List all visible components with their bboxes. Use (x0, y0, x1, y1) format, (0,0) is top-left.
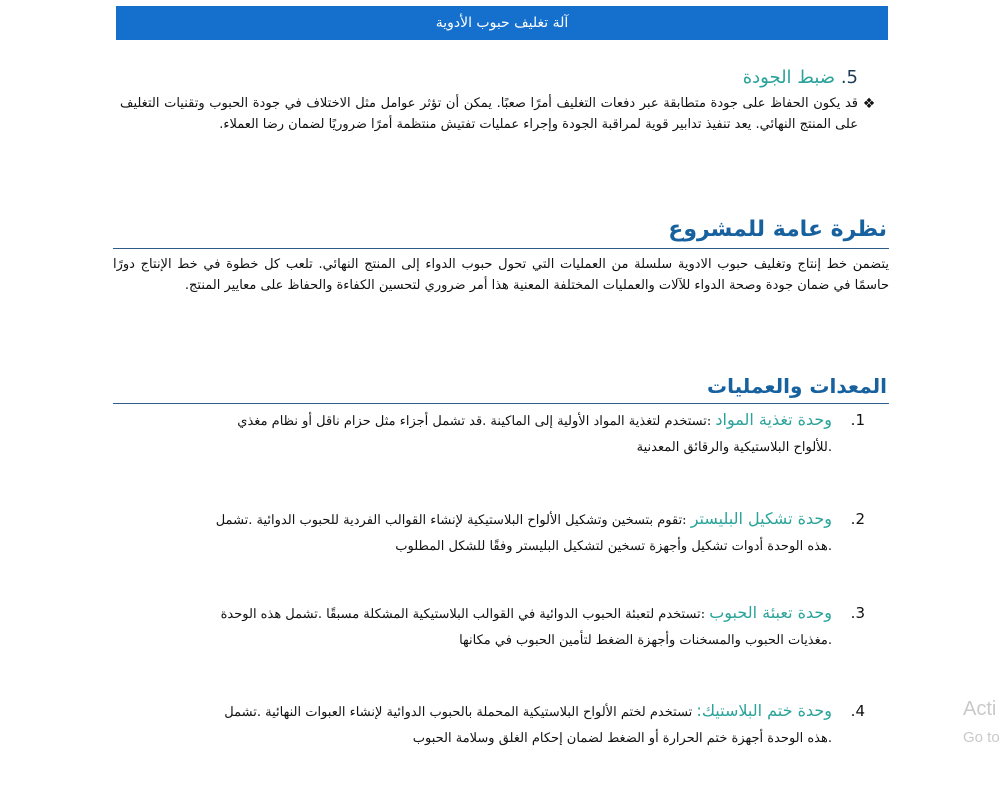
activation-watermark-title: Acti (963, 698, 997, 720)
equipment-heading-block (113, 370, 889, 404)
overview-heading-block (113, 214, 889, 249)
bullet-item (120, 94, 880, 135)
item-title: وحدة تعبئة الحبوب (709, 603, 832, 622)
item-title: وحدة ختم البلاستيك: (696, 701, 832, 720)
section-number: 5. (840, 67, 858, 88)
item-description-continued: .مغذيات الحبوب والمسخنات وأجهزة الضغط لتأمين الحبوب في مكانها (459, 633, 832, 648)
equipment-heading: المعدات والعمليات (707, 374, 887, 398)
equipment-item (120, 600, 865, 654)
overview-heading: نظرة عامة للمشروع (668, 217, 887, 242)
document-title: آلة تغليف حبوب الأدوية (435, 15, 569, 31)
item-number: 1. (850, 411, 865, 429)
section-title: ضبط الجودة (742, 67, 836, 88)
item-number: 2. (850, 510, 865, 528)
quality-control-paragraph: قد يكون الحفاظ على جودة متطابقة عبر دفعات التغليف أمرًا صعبًا. يمكن أن تؤثر عوامل مثل الاختلاف في جودة الحبوب وتقنيات التغليف على المنتج النهائي. يعد تنفيذ تدابير قوية لمراقبة الجودة وإجراء عمليات تفتيش منتظمة أمرًا ضروريًا لضمان رضا العملاء. (120, 96, 858, 132)
item-number: 3. (850, 604, 865, 622)
quality-control-section (120, 66, 880, 135)
item-title: وحدة تغذية المواد (715, 410, 832, 429)
item-description-continued: .للألواح البلاستيكية والرقائق المعدنية (636, 440, 832, 455)
quality-control-heading (120, 66, 880, 90)
diamond-bullet-icon: ❖ (862, 96, 876, 112)
activation-watermark-subtitle: Go to (963, 729, 1000, 746)
item-description: :تستخدم لتغذية المواد الأولية إلى الماكينة .قد تشمل أجزاء مثل حزام ناقل أو نظام مغذي (237, 414, 712, 429)
overview-paragraph: يتضمن خط إنتاج وتغليف حبوب الادوية سلسلة من العمليات التي تحول حبوب الدواء إلى المنتج النهائي. تلعب كل خطوة في خط الإنتاج دورًا حاسمًا في ضمان جودة وصحة الدواء للآلات والعمليات المختلفة المعنية هذا أمر ضروري لتحسين الكفاءة والحفاظ على معايير المنتج. (113, 257, 889, 293)
item-description-continued: .هذه الوحدة أدوات تشكيل وأجهزة تسخين لتشكيل البليستر وفقًا للشكل المطلوب (395, 539, 832, 554)
item-description: :تقوم بتسخين وتشكيل الألواح البلاستيكية لإنشاء القوالب الفردية للحبوب الدوائية .تشمل (215, 513, 687, 528)
equipment-item (120, 506, 865, 560)
item-number: 4. (850, 702, 865, 720)
item-description: :تستخدم لتعبئة الحبوب الدوائية في القوالب البلاستيكية المشكلة مسبقًا .تشمل هذه الوحدة (220, 607, 706, 622)
item-title: وحدة تشكيل البليستر (690, 509, 832, 528)
equipment-item (120, 698, 865, 752)
item-description-continued: .هذه الوحدة أجهزة ختم الحرارة أو الضغط لضمان إحكام الغلق وسلامة الحبوب (412, 731, 832, 746)
equipment-item (120, 407, 865, 461)
item-description: تستخدم لختم الألواح البلاستيكية المحملة بالحبوب الدوائية لإنشاء العبوات النهائية .تشمل (224, 705, 693, 720)
document-header-banner (116, 6, 888, 40)
